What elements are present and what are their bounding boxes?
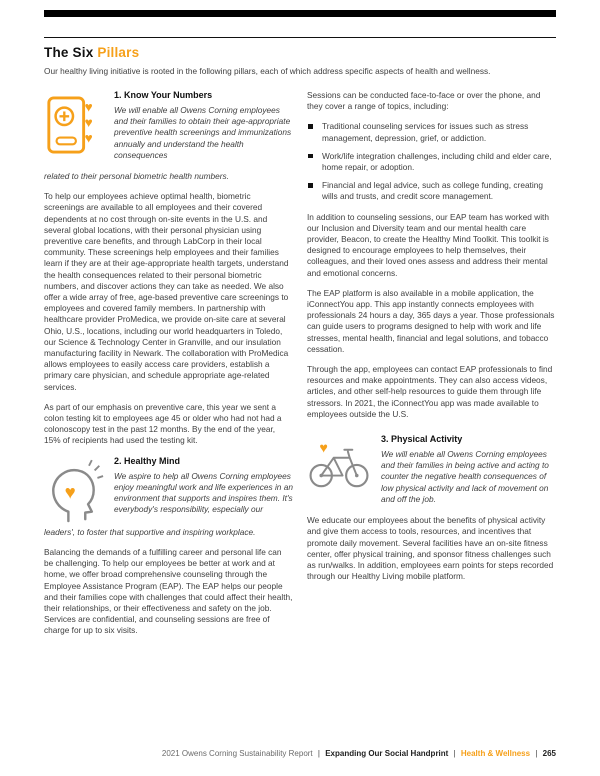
health-checklist-icon (44, 90, 104, 170)
pillar-3-heading: 3. Physical Activity (381, 434, 463, 445)
pillar-2-header (44, 456, 293, 526)
pillar-1-paragraph-1: To help our employees achieve optimal health, biometric screenings are available to all employees and their covered dependents at no cost through on-site events in the U.S. and several global locations, with their personal physician using preventive care benefits, and through LabCorp in their local community. These screenings help employees and their families learn if they are at their age-appropriate health targets, understand the health consequences related to their personal biometric numbers, and discover actions they can take as needed. We also offer a wide array of free, age-based preventive care screenings to employees and covered family members. In partnership with healthcare provider ProMedica, we provide on-site care at several Ohio, U.S., locations, including our world headquarters in Toledo, our Science & Technology Center in Granville, and our insulation manufacturing facility in Newark. The collaboration with ProMedica allows employees to easily access care providers, establish a primary care physician, and schedule appropriate age-related services. (44, 191, 289, 392)
eap-toolkit-paragraph: In addition to counseling sessions, our EAP team has worked with our Inclusion and Diversity team and our mental health care provider, Beacon, to create the Healthy Mind Toolkit. This toolkit is designed to encourage employees to help themselves, their colleagues, and their loved ones assess and address their mental and emotional concerns. (307, 211, 549, 278)
iconnectyou-paragraph: The EAP platform is also available in a mobile application, the iConnectYou app. This app instantly connects employees with professionals 24 hours a day, 365 days a year. Those professionals can guide users to programs designed to help with work and life stresses, mental health, financial and legal solutions, and tobacco cessation. (307, 287, 555, 354)
pillar-3-section (307, 434, 556, 582)
pillar-3-quote: We will enable all Owens Corning employees and their families in being active and acting to counter the negative health consequences of low physical activity and lack of movement on and off the job. (381, 449, 549, 504)
heart-glyph: ♥ (84, 99, 93, 115)
list-item: Work/life integration challenges, including child and elder care, home repair, or adoption. (307, 151, 556, 173)
footer-separator: | (453, 749, 456, 758)
pillar-1-section (44, 90, 293, 447)
pillar-1-quote-continued: related to their personal biometric health numbers. (44, 171, 229, 182)
heart-glyph: ♥ (319, 440, 328, 457)
pillar-1-quote: We will enable all Owens Corning employees and their families to obtain their age-appropriate preventive health screenings and immunizations annually and understand the health consequences (114, 105, 292, 160)
footer-separator: | (317, 749, 320, 758)
bicycle-icon (307, 434, 371, 514)
intro-text: Our healthy living initiative is rooted in the following pillars, each of which address specific aspects of health and wellness. (44, 66, 491, 76)
footer-page-number: 265 (542, 749, 556, 758)
left-column (44, 90, 293, 646)
app-resources-paragraph: Through the app, employees can contact EAP professionals to find resources and make appointments. They can also access videos, articles, and other self-help resources to guide them through life stressors. In 2021, the iConnectYou app was made available to employees outside the U.S. (307, 364, 553, 419)
pillar-2-head-text (114, 456, 293, 526)
page-title-main: The Six (44, 45, 94, 60)
title-divider (44, 37, 556, 38)
heart-glyph: ♥ (64, 481, 76, 503)
counseling-topics-list (307, 121, 556, 202)
heart-glyph: ♥ (84, 130, 93, 146)
pillar-1-paragraph-2: As part of our emphasis on preventive care, this year we sent a colon testing kit to employees age 45 or older who had not had a colonoscopy test in the past 12 months. By the end of the year, 15% of recipients had used the testing kit. (44, 401, 282, 446)
page-footer (44, 749, 556, 758)
heart-glyph: ♥ (84, 114, 93, 130)
pillar-2-paragraph-1: Balancing the demands of a fulfilling career and personal life can be challenging. To help our employees be better at work and at home, we offer broad comprehensive counseling through the Employee Assistance Program (EAP). The EAP helps our people and their families cope with challenges that could affect their health, their relationships, or their effectiveness and safety on the job. Services are confidential, and counseling sessions are free of charge for up to six visits. (44, 546, 293, 636)
footer-section: Expanding Our Social Handprint (325, 749, 449, 758)
pillar-2-quote-continued: leaders', to foster that supportive and inspiring workplace. (44, 526, 256, 537)
footer-report-title: 2021 Owens Corning Sustainability Report (161, 749, 313, 758)
page-title-accent: Pillars (97, 45, 140, 60)
pillar-2-section (44, 456, 293, 637)
top-black-bar (44, 10, 556, 17)
footer-subsection: Health & Wellness (460, 749, 531, 758)
right-column (307, 90, 556, 646)
pillar-1-heading: 1. Know Your Numbers (114, 90, 213, 100)
page-title (44, 45, 556, 60)
pillar-3-header (307, 434, 556, 514)
two-column-layout (44, 90, 556, 646)
footer-separator: | (535, 749, 538, 758)
list-item: Financial and legal advice, such as college funding, creating wills and trusts, and credit score management. (307, 180, 556, 202)
list-item: Traditional counseling services for issues such as stress management, depression, grief, or addiction. (307, 121, 556, 143)
pillar-1-header (44, 90, 293, 170)
pillar-3-head-text (381, 434, 556, 514)
sessions-intro: Sessions can be conducted face-to-face or over the phone, and they cover a range of topics, including: (307, 90, 541, 112)
pillar-1-head-text (114, 90, 293, 170)
pillar-2-heading: 2. Healthy Mind (114, 455, 181, 466)
pillar-3-paragraph-1: We educate our employees about the benefits of physical activity and give them access to tools, resources, and incentives that promote daily movement. Several facilities have an on-site fitness center, offer physical training, and sponsor fitness challenges such as run/walks. In addition, employees earn points for steps recorded through our Healthy Living mobile platform. (307, 515, 554, 582)
healthy-mind-head-icon (44, 456, 104, 526)
pillar-2-quote: We aspire to help all Owens Corning employees enjoy meaningful work and life experiences in an environment that supports and inspires them. It's everybody's responsibility, especially our (114, 470, 293, 515)
